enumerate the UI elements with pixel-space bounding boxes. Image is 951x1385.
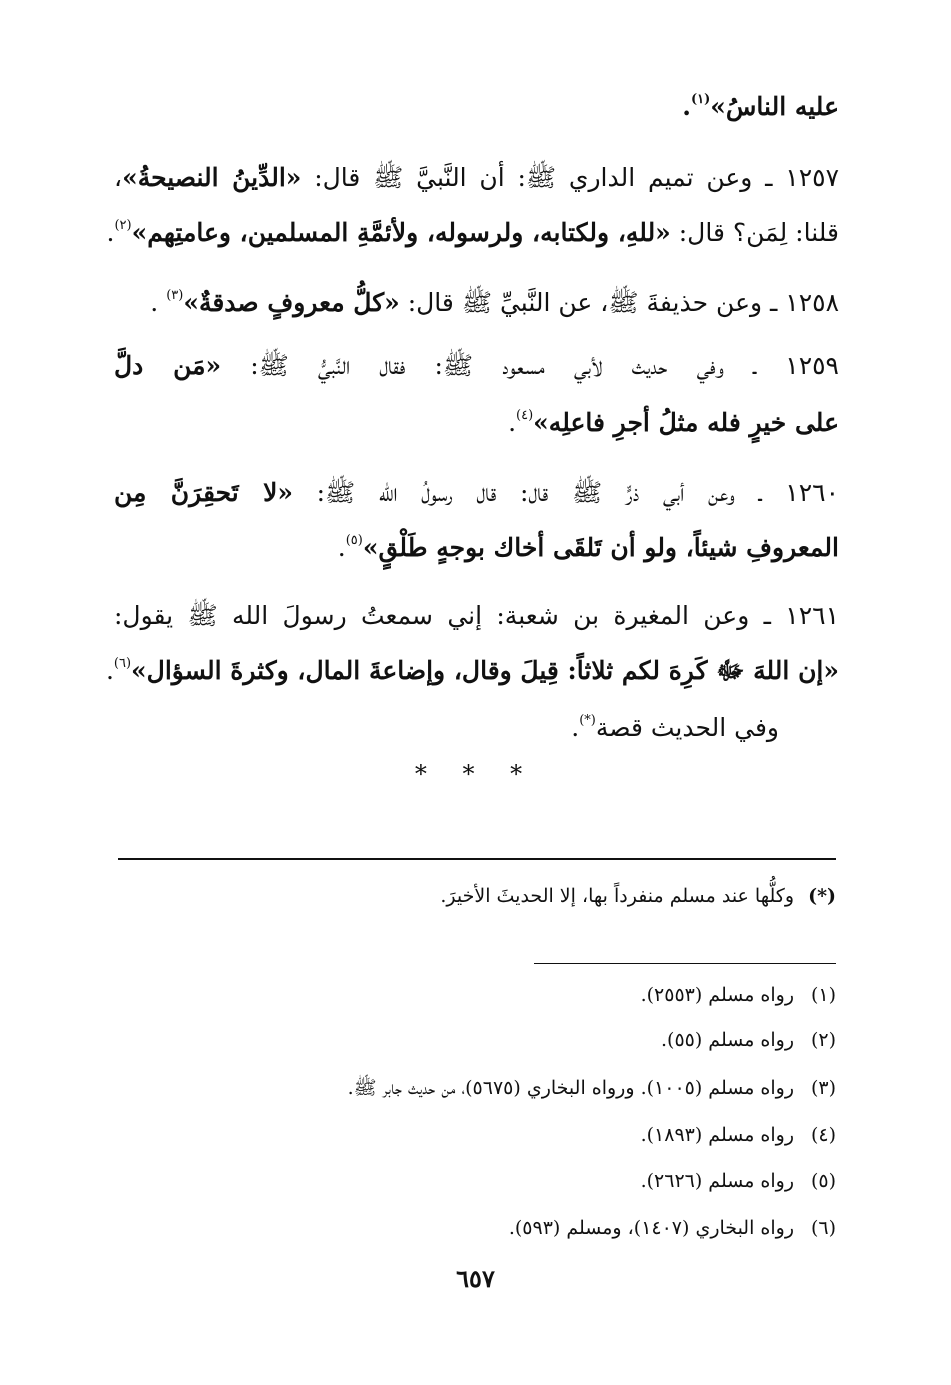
hadith-1259-line-2: على خيرٍ فله مثلُ أجرِ فاعلِه»$^{(٤)}$. [508,408,839,437]
footnote-5: (٥)رواه مسلم (٢٦٢٦). [640,1170,836,1192]
footnote-ref-4[interactable]: (٤) [516,408,534,423]
page-number: ٦٥٧ [456,1264,495,1293]
hadith-1257-line-2: قلنا: لِمَن؟ قال: «للهِ، ولكتابه، ولرسوله، ولأئمَّةِ المسلمين، وعامتِهم»$^{(٢)}$. [106,218,839,247]
footnote-star-mark: (*) [808,885,836,907]
footnote-divider-short [534,963,836,964]
hadith-1261-line-1: ١٢٦١ ـ وعن المغيرة بن شعبة: إني سمعتُ رسولَ الله ﷺ يقول: [114,601,839,630]
hadith-quote: «للهِ، ولكتابه، ولرسوله، ولأئمَّةِ المسلمين، وعامتِهم» [131,218,671,247]
continuation-line: عليه الناسُ»$^{(١)}$. [682,92,839,121]
hadith-quote: «كلُّ معروفٍ صدقةٌ» [183,288,400,317]
footnote-4: (٤)رواه مسلم (١٨٩٣). [640,1124,836,1146]
footnote-ref-5[interactable]: (٥) [345,533,363,548]
footnote-1: (١)رواه مسلم (٢٥٥٣). [640,984,836,1006]
footnote-ref-1[interactable]: (١) [690,92,711,107]
section-separator: * * * [414,760,537,788]
hadith-quote: المعروفِ شيئاً، ولو أن تَلقَى أخاك بوجهٍ طَلْقٍ» [362,533,839,562]
hadith-quote: على خيرٍ فله مثلُ أجرِ فاعلِه» [533,408,839,437]
hadith-quote: «إن اللهَ ﷻ كَرِهَ لكم ثلاثاً: قِيلَ وقال، وإضاعةَ المال، وكثرةَ السؤال» [131,656,839,685]
hadith-quote: «مَن دلَّ [114,351,222,380]
hadith-quote: «لا تَحقِرَنَّ مِن [114,478,293,507]
footnote-ref-star[interactable]: (*) [579,713,596,728]
footnote-2: (٢)رواه مسلم (٥٥). [660,1029,836,1051]
footnote-6: (٦)رواه البخاري (١٤٠٧)، ومسلم (٥٩٣). [508,1217,836,1239]
hadith-1257-line-1: ١٢٥٧ ـ وعن تميم الداري ﷺ: أن النَّبيَّ ﷺ قال: «الدِّينُ النصيحةُ»، [114,163,839,192]
footnote-divider [118,858,836,860]
hadith-1258: ١٢٥٨ ـ وعن حذيفةَ ﷺ، عن النَّبيِّ ﷺ قال: «كلُّ معروفٍ صدقةٌ»$^{(٣)}$ . [150,288,839,317]
footnote-ref-6[interactable]: (٦) [113,656,132,671]
hadith-1260-line-2: المعروفِ شيئاً، ولو أن تَلقَى أخاك بوجهٍ طَلْقٍ»$^{(٥)}$. [337,533,839,562]
footnote-ref-2[interactable]: (٢) [114,218,132,233]
hadith-1260-line-1: ١٢٦٠ ـ وعن أبي ذرٍّ ﷺ قال: قال رسولُ الله ﷺ: «لا تَحقِرَنَّ مِن [114,478,840,507]
footnote-star: (*)وكلُّها عند مسلم منفرداً بها، إلا الحديثَ الأخيرَ. [440,881,836,911]
hadith-quote: «الدِّينُ النصيحةُ» [122,163,302,192]
hadith-1261-line-2: «إن اللهَ ﷻ كَرِهَ لكم ثلاثاً: قِيلَ وقال، وإضاعةَ المال، وكثرةَ السؤال»$^{(٦)}$. [105,656,839,685]
story-note-line: وفي الحديث قصة(*). [571,713,779,742]
footnote-3: (٣)رواه مسلم (١٠٠٥). ورواه البخاري (٥٦٧٥)، من حديث جابر ﷺ. [347,1077,836,1099]
hadith-1259-line-1: ١٢٥٩ ـ وفي حديث لأبي مسعود ﷺ: فقال النَّبيُّ ﷺ: «مَن دلَّ [114,351,839,380]
footnote-ref-3[interactable]: (٣) [166,288,184,303]
